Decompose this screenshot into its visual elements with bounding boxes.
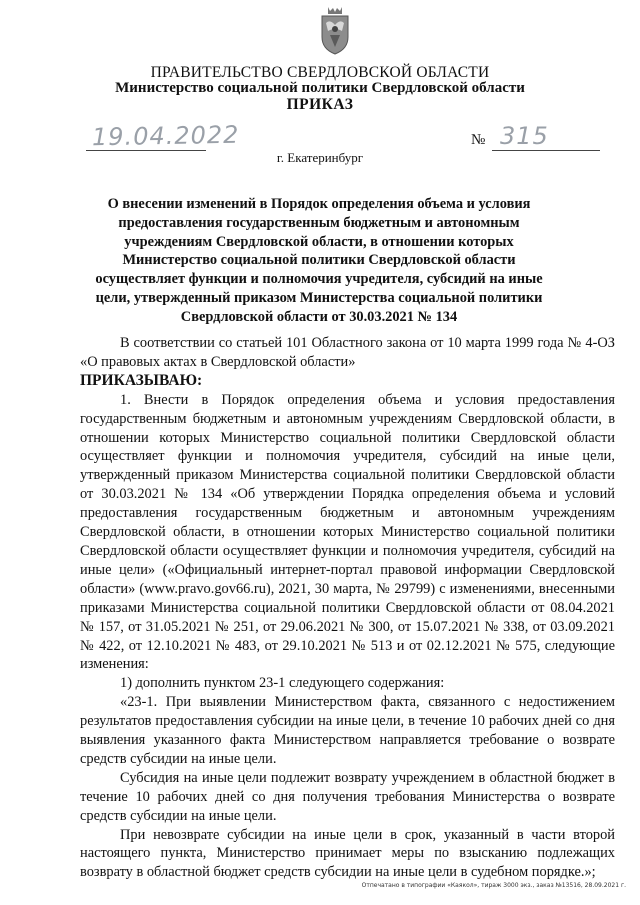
document-title: О внесении изменений в Порядок определения объема и условия предоставления государственным бюджетным и автономным учреждениям Свердловской области, в отношении которых Министерство социальной политики Свердловской области осуществляет функции и полномочия учредителя, субсидий на иные цели, утвержденный приказом Министерства социальной политики Свердловской области от 30.03.2021 № 134 — [95, 196, 543, 325]
number-sign: № — [471, 132, 486, 148]
item-1-paragraph: 1. Внести в Порядок определения объема и условия предоставления государственным бюджетным и автономным учреждениям Свердловской области, в отношении которых Министерство социальной политики Свердловской области осуществляет функции и полномочия учредителя, субсидий на иные цели, утвержденный приказом Министерства социальной политики Свердловской области от 30.03.2021 № 134 «Об утверждении Порядка определения объема и условий предоставления государственным бюджетным и автономным учреждениям Свердловской области, в отношении которых Министерство социальной политики Свердловской области осуществляет функции и полномочия учредителя, субсидий на иные цели» («Официальный интернет-портал правовой информации Свердловской области» (www.pravo.gov66.ru), 2021, 30 марта, № 29799) с изменениями, внесенными приказами Министерства социальной политики Свердловской области от 08.04.2021 № 157, от 31.05.2021 № 251, от 29.06.2021 № 300, от 15.07.2021 № 338, от 03.09.2021 № 422, от 12.10.2021 № 483, от 29.10.2021 № 513 и от 02.12.2021 № 575, следующие изменения: — [80, 391, 615, 673]
document-type: ПРИКАЗ — [286, 96, 354, 113]
coat-of-arms-icon — [318, 5, 352, 55]
org-line-1: ПРАВИТЕЛЬСТВО СВЕРДЛОВСКОЙ ОБЛАСТИ — [150, 64, 490, 81]
print-footer: Отпечатано в типографии «Каякол», тираж 3000 экз., заказ №13516, 28.09.2021 г. — [361, 882, 626, 889]
document-number: 315 — [500, 122, 549, 150]
order-word: ПРИКАЗЫВАЮ: — [80, 371, 203, 389]
org-line-2: Министерство социальной политики Свердловской области — [115, 80, 525, 96]
court-paragraph: При невозврате субсидии на иные цели в срок, указанный в части второй настоящего пункта, Министерство принимает меры по взысканию подлежащих возврату в областной бюджет средств субсидии на иные цели в судебном порядке.»; — [80, 826, 615, 881]
intro-paragraph: В соответствии со статьей 101 Областного закона от 10 марта 1999 года № 4-ОЗ «О правовых актах в Свердловской области» — [80, 335, 615, 370]
document-body — [80, 334, 615, 882]
subitem-1-paragraph: 1) дополнить пунктом 23-1 следующего содержания: — [120, 675, 445, 692]
point-23-1-paragraph: «23-1. При выявлении Министерством факта, связанного с недостижением результатов предоставления субсидии на иные цели, в течение 10 рабочих дней со дня выявления указанного факта Министерством направляется требование о возврате средств субсидии на иные цели. — [80, 694, 615, 767]
document-date: 19.04.2022 — [91, 120, 240, 152]
city: г. Екатеринбург — [276, 150, 364, 165]
refund-paragraph: Субсидия на иные цели подлежит возврату учреждением в областной бюджет в течение 10 рабочих дней со дня получения требования Министерства о возврате средств субсидии на иные цели. — [80, 769, 615, 824]
